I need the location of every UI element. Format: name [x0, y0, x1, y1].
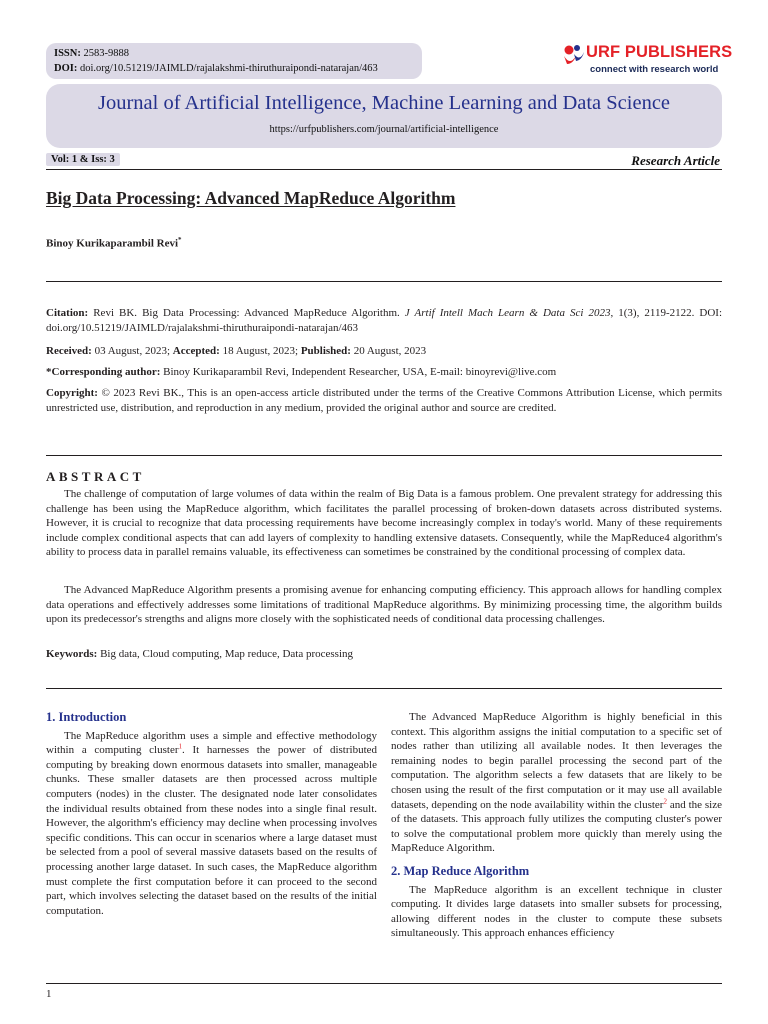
- publisher-logo[interactable]: [560, 42, 733, 82]
- section-heading-map-reduce: 2. Map Reduce Algorithm: [391, 863, 530, 878]
- publisher-name: URF PUBLISHERS: [586, 43, 733, 61]
- dates: Received: 03 August, 2023; Accepted: 18 August, 2023; Published: 20 August, 2023: [46, 345, 427, 357]
- divider: [46, 281, 722, 282]
- copyright: Copyright: © 2023 Revi BK., This is an open-access article distributed under the terms of the Creative Commons Attribution License, which permits unrestricted use, distribution, and reproduction in any medium, provided the original author and source are credited.: [46, 387, 723, 414]
- abstract-paragraph: The Advanced MapReduce Algorithm presents a promising avenue for enhancing computing efficiency. This approach allows for handling complex data operations and effectively addresses some limitations of traditional MapReduce algorithms. By minimizing processing time, the algorithm builds upon its predecessor's strengths and aligns more closely with the sophisticated needs of conditional data processing challenges.: [46, 584, 722, 625]
- reference-link[interactable]: 1: [178, 742, 182, 751]
- footer-divider: [46, 983, 722, 984]
- citation: Citation: Revi BK. Big Data Processing: Advanced MapReduce Algorithm. J Artif Intell Mach Learn & Data Sci 2023, 1(3), 2119-2122. DOI: doi.org/10.51219/JAIMLD/rajalakshmi-thiruthuraipondi-natarajan/463: [46, 307, 723, 334]
- journal-title: Journal of Artificial Intelligence, Machine Learning and Data Science: [97, 92, 671, 114]
- left-column: [46, 710, 377, 922]
- right-column: [391, 710, 722, 945]
- abstract-paragraph: The challenge of computation of large volumes of data within the realm of Big Data is a famous problem. One prevalent strategy for addressing this challenge has been using the MapReduce algorithm, which facilitates the parallel processing of broken-down datasets across distributed systems. However, it is crucial to recognize that data processing requirements have become increasingly complex in today's world. Many of these requirements include complex conditional aspects that can add layers of complexity to handling extensive datasets. Consequently, while the MapReduce4 algorithm's ability to process data in parallel remains valuable, its effectiveness can sometimes be constrained by the conditional processing of complex data.: [46, 488, 722, 558]
- reference-link[interactable]: 2: [663, 796, 667, 805]
- section-heading-introduction: 1. Introduction: [46, 710, 127, 724]
- publisher-tagline: connect with research world: [590, 64, 719, 75]
- body-paragraph: The Advanced MapReduce Algorithm is highly beneficial in this context. This algorithm assigns the initial computation to a specific set of nodes rather than utilizing all available nodes. It then leverages the remaining nodes to begin parallel processing the second part of the computation. The algorithm selects a few datasets that are likely to be chosen using the result of the first computation or it may use all available datasets, depending on the node availability within the cluster$^2$ and the size of the datasets. This approach fully utilizes the computing cluster's power to solve the computational problem more quickly than merely using the MapReduce Algorithm.: [391, 711, 722, 855]
- divider: [46, 169, 722, 170]
- author: Binoy Kurikaparambil Revi*: [46, 236, 182, 250]
- abstract-heading: ABSTRACT: [46, 469, 145, 484]
- page-number: 1: [46, 988, 52, 1000]
- article-title: Big Data Processing: Advanced MapReduce Algorithm: [46, 188, 456, 208]
- issn-doi-box: [46, 43, 422, 79]
- issn-line: ISSN: 2583-9888: [54, 48, 129, 59]
- keywords: Keywords: Big data, Cloud computing, Map reduce, Data processing: [46, 648, 354, 660]
- corresponding-author: *Corresponding author: Binoy Kurikaparambil Revi, Independent Researcher, USA, E-mail: binoyrevi@live.com: [46, 366, 557, 378]
- journal-url[interactable]: https://urfpublishers.com/journal/artificial-intelligence: [269, 124, 499, 135]
- divider: [46, 455, 722, 456]
- article-type: Research Article: [631, 153, 720, 168]
- doi-line: DOI: doi.org/10.51219/JAIMLD/rajalakshmi-thiruthuraipondi-natarajan/463: [54, 63, 378, 74]
- journal-header: [46, 84, 722, 148]
- body-paragraph: The MapReduce algorithm uses a simple and effective methodology within a computing cluster$^1$. It harnesses the power of distributed computing by breaking down enormous datasets into smaller, manageable chunks. These smaller datasets are then processed across multiple computers (nodes) in the cluster. The designated node later consolidates the individual results obtained from these nodes into a single final result. However, the algorithm's efficiency may decline when processing involves specific conditions. This can occur in scenarios where a large dataset must be selected from a pool of several massive datasets based on the results of processing another large dataset. In such cases, the MapReduce algorithm must complete the first computation before it can proceed to the second part, which involves selecting the dataset based on the results of the initial computation.: [46, 729, 378, 917]
- divider: [46, 688, 722, 689]
- doi-link[interactable]: doi.org/10.51219/JAIMLD/rajalakshmi-thiruthuraipondi-natarajan/463: [79, 63, 378, 74]
- volume-issue: Vol: 1 & Iss: 3: [46, 153, 120, 166]
- body-paragraph: The MapReduce algorithm is an excellent technique in cluster computing. It divides large datasets into smaller subsets for processing, allowing different nodes in the cluster to compute these subsets simultaneously. This approach enhances efficiency: [391, 883, 722, 940]
